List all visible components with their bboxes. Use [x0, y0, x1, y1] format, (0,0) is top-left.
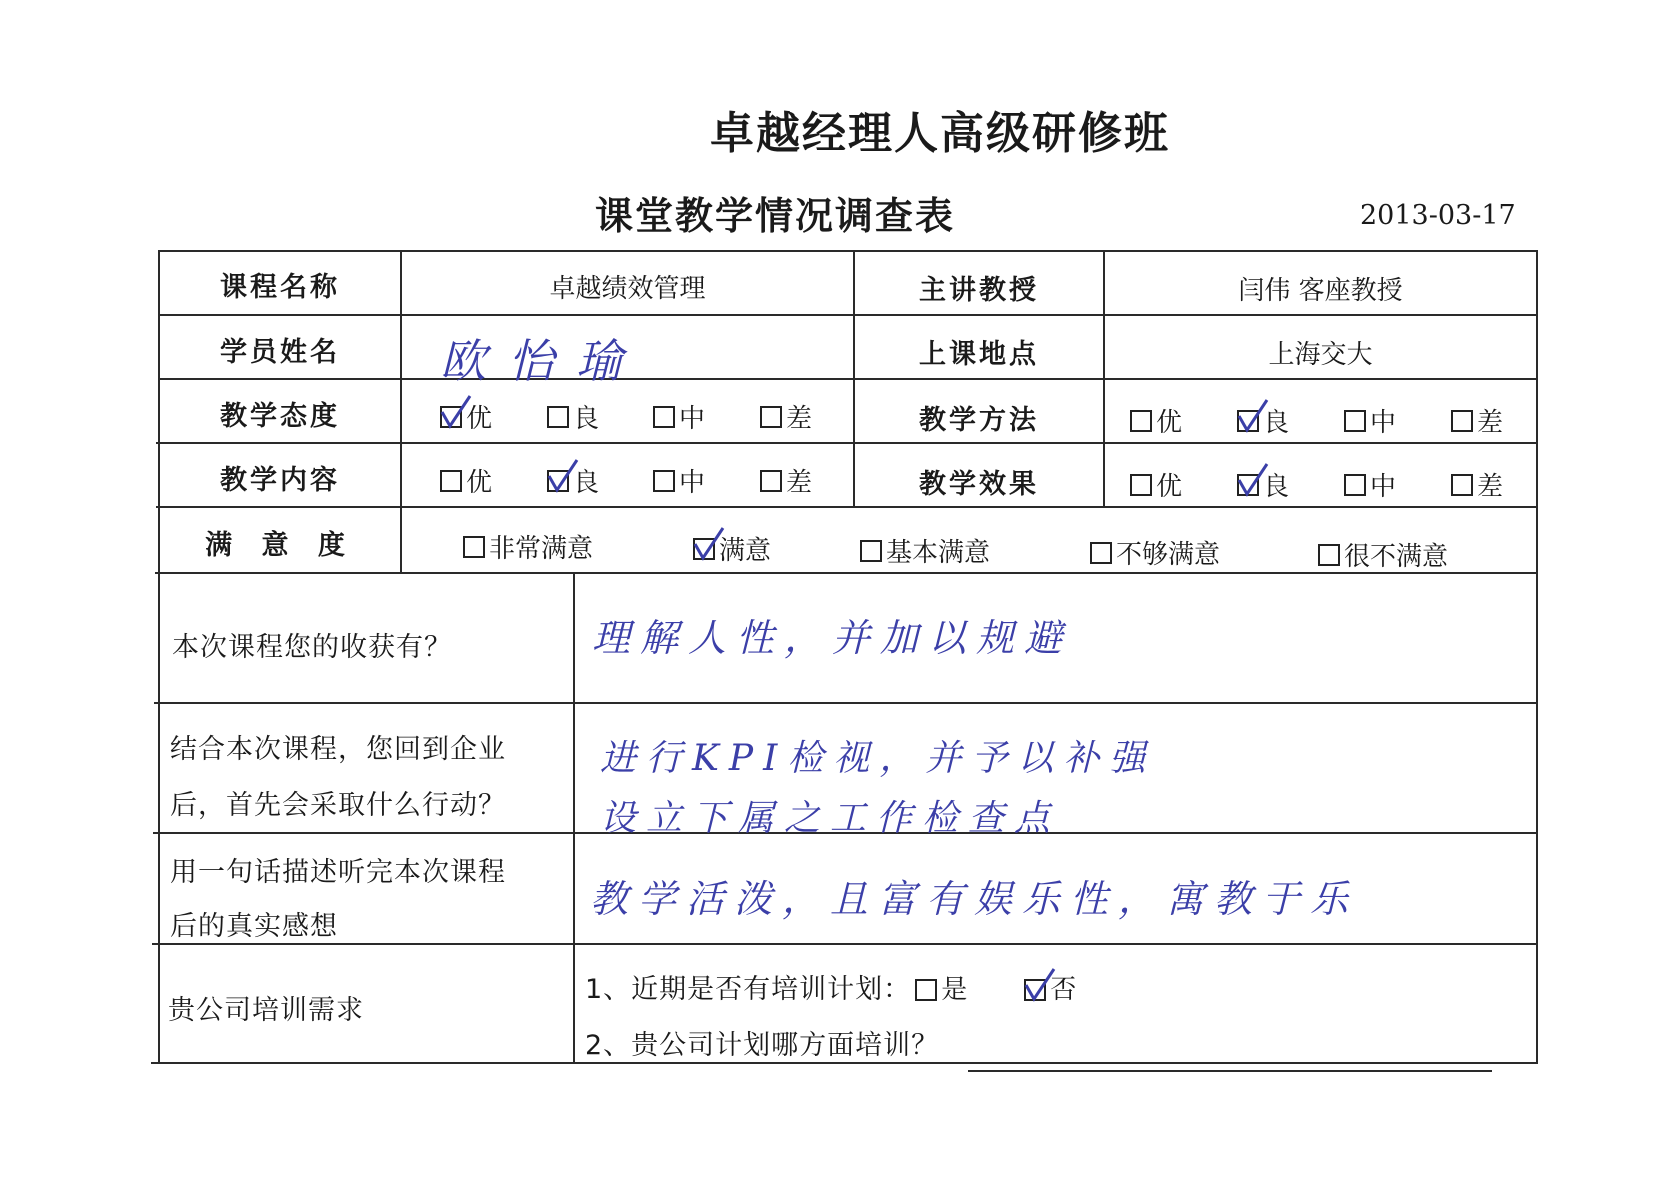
method-option-average[interactable]: 中 [1344, 402, 1396, 439]
question-impression-line2: 后的真实感想 [170, 911, 338, 942]
attitude-option-poor[interactable]: 差 [760, 398, 812, 435]
effect-option-average[interactable]: 中 [1344, 466, 1396, 503]
question-impression-line1: 用一句话描述听完本次课程 [170, 857, 506, 888]
content-option-poor[interactable]: 差 [760, 462, 812, 499]
answer-action-line1-handwritten: 进行KPI检视，并予以补强 [600, 738, 1156, 779]
checkmark-icon [438, 394, 474, 430]
effect-option-excellent[interactable]: 优 [1130, 466, 1182, 503]
effect-label: 教学效果 [919, 469, 1039, 500]
effect-option-poor[interactable]: 差 [1451, 466, 1503, 503]
method-option-good[interactable]: 良 [1237, 402, 1289, 439]
checkbox[interactable] [760, 406, 782, 428]
student-name-label: 学员姓名 [220, 337, 340, 368]
checkmark-icon [545, 458, 581, 494]
attitude-option-average[interactable]: 中 [653, 398, 705, 435]
form-date: 2013-03-17 [1360, 200, 1516, 231]
checkbox[interactable] [547, 470, 569, 492]
question-gains: 本次课程您的收获有？ [172, 632, 452, 663]
effect-option-good[interactable]: 良 [1237, 466, 1289, 503]
checkmark-icon [1235, 398, 1271, 434]
checkbox[interactable] [1024, 979, 1046, 1001]
checkbox[interactable] [1344, 410, 1366, 432]
checkbox[interactable] [1451, 474, 1473, 496]
course-name-label: 课程名称 [220, 272, 340, 303]
training-plan-question: 1、近期是否有培训计划： 是 否 [585, 962, 1077, 1018]
question-action-line2: 后，首先会采取什么行动？ [170, 790, 506, 821]
satisfaction-option-satisfied[interactable]: 满意 [693, 530, 771, 567]
method-label: 教学方法 [919, 405, 1039, 436]
checkbox[interactable] [653, 470, 675, 492]
checkbox[interactable] [1130, 474, 1152, 496]
training-area-question: 2、贵公司计划哪方面培训？ [585, 1030, 940, 1061]
checkbox[interactable] [653, 406, 675, 428]
answer-action-line2-handwritten: 设立下属之工作检查点 [600, 798, 1061, 839]
satisfaction-label: 满 意 度 [205, 530, 355, 561]
checkmark-icon [691, 526, 727, 562]
location-value: 上海交大 [1268, 340, 1373, 370]
checkmark-icon [1235, 462, 1271, 498]
answer-gains-handwritten: 理解人性，并加以规避 [592, 616, 1073, 660]
training-area-answer-line[interactable] [968, 1070, 1492, 1072]
checkbox[interactable] [693, 538, 715, 560]
attitude-option-excellent[interactable]: 优 [440, 398, 492, 435]
content-option-excellent[interactable]: 优 [440, 462, 492, 499]
attitude-label: 教学态度 [220, 401, 340, 432]
form-title: 课堂教学情况调查表 [594, 194, 955, 238]
checkbox[interactable] [760, 470, 782, 492]
method-option-poor[interactable]: 差 [1451, 402, 1503, 439]
satisfaction-option-very-dissatisfied[interactable]: 很不满意 [1318, 536, 1448, 573]
checkbox[interactable] [1090, 542, 1112, 564]
training-plan-option-yes[interactable]: 是 [915, 962, 968, 1018]
question-training-needs: 贵公司培训需求 [168, 995, 364, 1026]
checkbox[interactable] [860, 540, 882, 562]
location-label: 上课地点 [919, 339, 1039, 370]
satisfaction-option-basically-satisfied[interactable]: 基本满意 [860, 532, 990, 569]
checkbox[interactable] [1451, 410, 1473, 432]
answer-impression-handwritten: 教学活泼，且富有娱乐性，寓教于乐 [590, 877, 1359, 921]
attitude-option-good[interactable]: 良 [547, 398, 599, 435]
content-option-average[interactable]: 中 [653, 462, 705, 499]
lecturer-label: 主讲教授 [919, 275, 1039, 306]
checkbox[interactable] [463, 536, 485, 558]
checkbox[interactable] [440, 406, 462, 428]
content-option-good[interactable]: 良 [547, 462, 599, 499]
checkbox[interactable] [440, 470, 462, 492]
checkbox[interactable] [1318, 544, 1340, 566]
lecturer-value: 闫伟 客座教授 [1238, 276, 1403, 306]
program-title: 卓越经理人高级研修班 [710, 108, 1170, 159]
method-option-excellent[interactable]: 优 [1130, 402, 1182, 439]
question-action-line1: 结合本次课程，您回到企业 [170, 734, 506, 765]
checkbox[interactable] [547, 406, 569, 428]
training-plan-option-no[interactable]: 否 [1024, 962, 1077, 1018]
checkbox[interactable] [1344, 474, 1366, 496]
checkbox[interactable] [915, 979, 937, 1001]
content-label: 教学内容 [220, 465, 340, 496]
checkbox[interactable] [1130, 410, 1152, 432]
satisfaction-option-not-satisfied-enough[interactable]: 不够满意 [1090, 534, 1220, 571]
student-name-handwritten: 欧怡瑜 [440, 334, 644, 388]
checkmark-icon [1022, 967, 1058, 1003]
checkbox[interactable] [1237, 474, 1259, 496]
checkbox[interactable] [1237, 410, 1259, 432]
satisfaction-option-very-satisfied[interactable]: 非常满意 [463, 528, 593, 565]
course-name-value: 卓越绩效管理 [549, 274, 706, 304]
